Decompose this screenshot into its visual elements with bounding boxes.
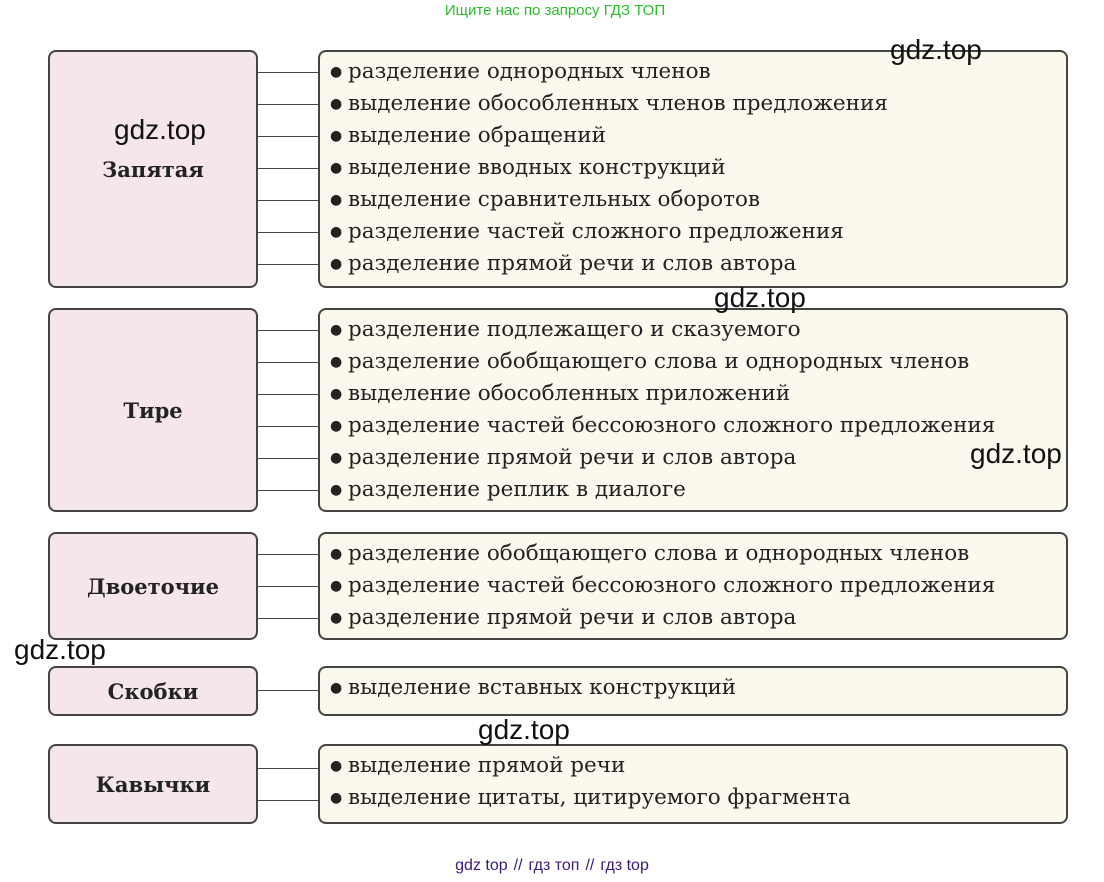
connector-line [258,768,318,769]
bullet-icon: ● [330,322,343,338]
footer-link[interactable]: гдз топ [528,857,580,874]
connector-line [258,800,318,801]
watermark: gdz.top [714,282,806,313]
connector-line [258,458,318,459]
connector-line [258,554,318,555]
list-item: ● разделение прямой речи и слов автора [330,248,1066,280]
connector-line [258,362,318,363]
list-item: ● разделение частей бессоюзного сложного предложения [330,570,1066,602]
bullet-icon: ● [330,192,343,208]
list-item: ● выделение обособленных членов предложения [330,88,1066,120]
footer-separator: // [513,857,523,874]
footer-link[interactable]: gdz top [455,857,508,874]
bullet-icon: ● [330,64,343,80]
watermark: gdz.top [478,714,570,745]
list-item: ● разделение однородных членов [330,56,1066,88]
connector-line [258,264,318,265]
watermark: gdz.top [114,114,206,145]
connector-line [258,490,318,491]
connector-line [258,168,318,169]
connector-line [258,200,318,201]
list-item: ● разделение частей сложного предложения [330,216,1066,248]
connector-line [258,618,318,619]
bullet-icon: ● [330,758,343,774]
connector-line [258,104,318,105]
list-item: ● разделение обобщающего слова и однородных членов [330,346,1066,378]
bullet-icon: ● [330,128,343,144]
bullet-icon: ● [330,256,343,272]
list-item: ● выделение сравнительных оборотов [330,184,1066,216]
group-items-kavychki [318,744,1068,824]
top-banner[interactable]: Ищите нас по запросу ГДЗ ТОП [444,2,666,19]
bullet-icon: ● [330,610,343,626]
connector-line [258,232,318,233]
bullet-icon: ● [330,386,343,402]
group-items-dvoetochie [318,532,1068,640]
bullet-icon: ● [330,450,343,466]
footer-link[interactable]: гдз top [600,857,649,874]
group-items-tire [318,308,1068,512]
list-item: ● выделение обособленных приложений [330,378,1066,410]
connector-line [258,136,318,137]
footer-links [0,857,1104,875]
list-item: ● разделение прямой речи и слов автора [330,442,1066,474]
group-label-kavychki: Кавычки [48,744,258,824]
list-item: ● выделение прямой речи [330,750,1066,782]
connector-line [258,72,318,73]
bullet-icon: ● [330,354,343,370]
list-item: ● разделение прямой речи и слов автора [330,602,1066,634]
list-item: ● выделение вводных конструкций [330,152,1066,184]
list-item: ● выделение цитаты, цитируемого фрагмента [330,782,1066,814]
connector-line [258,394,318,395]
connector-line [258,330,318,331]
bullet-icon: ● [330,680,343,696]
list-item: ● разделение реплик в диалоге [330,474,1066,506]
watermark: gdz.top [970,438,1062,469]
bullet-icon: ● [330,546,343,562]
group-label-skobki: Скобки [48,666,258,716]
group-items-skobki [318,666,1068,716]
group-label-dvoetochie: Двоеточие [48,532,258,640]
list-item: ● разделение подлежащего и сказуемого [330,314,1066,346]
bullet-icon: ● [330,482,343,498]
group-items-zapyataya [318,50,1068,288]
bullet-icon: ● [330,578,343,594]
watermark: gdz.top [14,634,106,665]
bullet-icon: ● [330,224,343,240]
list-item: ● разделение обобщающего слова и однородных членов [330,538,1066,570]
group-label-zapyataya: Запятая [48,50,258,288]
bullet-icon: ● [330,96,343,112]
list-item: ● выделение вставных конструкций [330,672,1066,704]
bullet-icon: ● [330,790,343,806]
connector-line [258,690,318,691]
watermark: gdz.top [890,34,982,65]
bullet-icon: ● [330,160,343,176]
connector-line [258,426,318,427]
footer-separator: // [585,857,595,874]
bullet-icon: ● [330,418,343,434]
list-item: ● разделение частей бессоюзного сложного предложения [330,410,1066,442]
connector-line [258,586,318,587]
list-item: ● выделение обращений [330,120,1066,152]
group-label-tire: Тире [48,308,258,512]
